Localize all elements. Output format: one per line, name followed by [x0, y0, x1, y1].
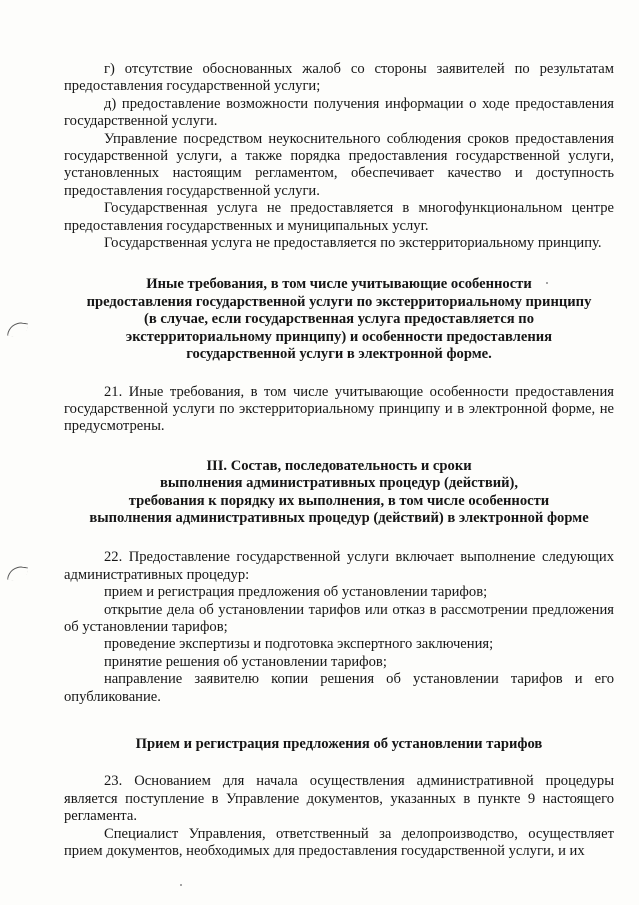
heading-line: требования к порядку их выполнения, в том числе особенности — [128, 492, 550, 509]
heading-line: выполнения административных процедур (действий) в электронной форме — [89, 509, 589, 526]
binder-hole-mark — [7, 321, 28, 338]
section-heading-reception — [64, 736, 614, 753]
procedure-item: проведение экспертизы и подготовка экспертного заключения; — [104, 636, 494, 653]
paragraph-item-d: д) предоставление возможности получения информации о ходе предоставления государственной услуги. — [64, 95, 614, 130]
procedure-item: прием и регистрация предложения об установлении тарифов; — [104, 584, 488, 601]
section-heading-other-requirements — [64, 276, 614, 363]
heading-line: экстерриториальному принципу) и особенности предоставления — [125, 328, 553, 345]
section-heading-iii — [64, 458, 614, 528]
paragraph-item-g: г) отсутствие обоснованных жалоб со стороны заявителей по результатам предоставления государственной услуги; — [64, 61, 614, 95]
scan-speck — [180, 884, 182, 886]
paragraph-23-specialist: Специалист Управления, ответственный за делопроизводство, осуществляет прием документов, необходимых для предоставления государственной услуги, и их — [64, 825, 614, 860]
paragraph-exterritorial: Государственная услуга не предоставляется по экстерриториальному принципу. — [104, 235, 602, 252]
heading-line: выполнения административных процедур (действий), — [159, 475, 519, 492]
heading-line: Иные требования, в том числе учитывающие особенности — [146, 276, 532, 293]
paragraph-22: 22. Предоставление государственной услуги включает выполнение следующих административных процедур: — [64, 549, 614, 583]
heading-line: Прием и регистрация предложения об установлении тарифов — [135, 736, 543, 752]
heading-line: государственной услуги в электронной форме. — [186, 346, 492, 363]
procedure-item: принятие решения об установлении тарифов; — [104, 653, 387, 670]
heading-line: III. Состав, последовательность и сроки — [206, 457, 472, 474]
paragraph-mfc: Государственная услуга не предоставляется в многофункциональном центре предоставления государственных и муниципальных услуг. — [64, 200, 614, 234]
heading-line: (в случае, если государственная услуга предоставляется по — [143, 311, 535, 328]
heading-line: предоставления государственной услуги по экстерриториальному принципу — [86, 293, 592, 310]
paragraph-23: 23. Основанием для начала осуществления административной процедуры является поступление в Управление документов, указанных в пункте 9 настоящего регламента. — [64, 773, 614, 825]
paragraph-21: 21. Иные требования, в том числе учитывающие особенности предоставления государственной услуги по экстерриториальному принципу и в электронной форме, не предусмотрены. — [64, 383, 614, 435]
procedure-item: открытие дела об установлении тарифов или отказ в рассмотрении предложения об установлении тарифов; — [64, 601, 614, 635]
binder-hole-mark — [7, 565, 28, 582]
document-body — [64, 61, 614, 860]
procedure-item: направление заявителю копии решения об установлении тарифов и его опубликование. — [64, 671, 614, 705]
paragraph-quality: Управление посредством неукоснительного соблюдения сроков предоставления государственной услуги, а также порядка предоставления государственной услуги, установленных настоящим регламентом, обеспечивает качество и доступность предоставления государственной услуги. — [64, 130, 614, 199]
